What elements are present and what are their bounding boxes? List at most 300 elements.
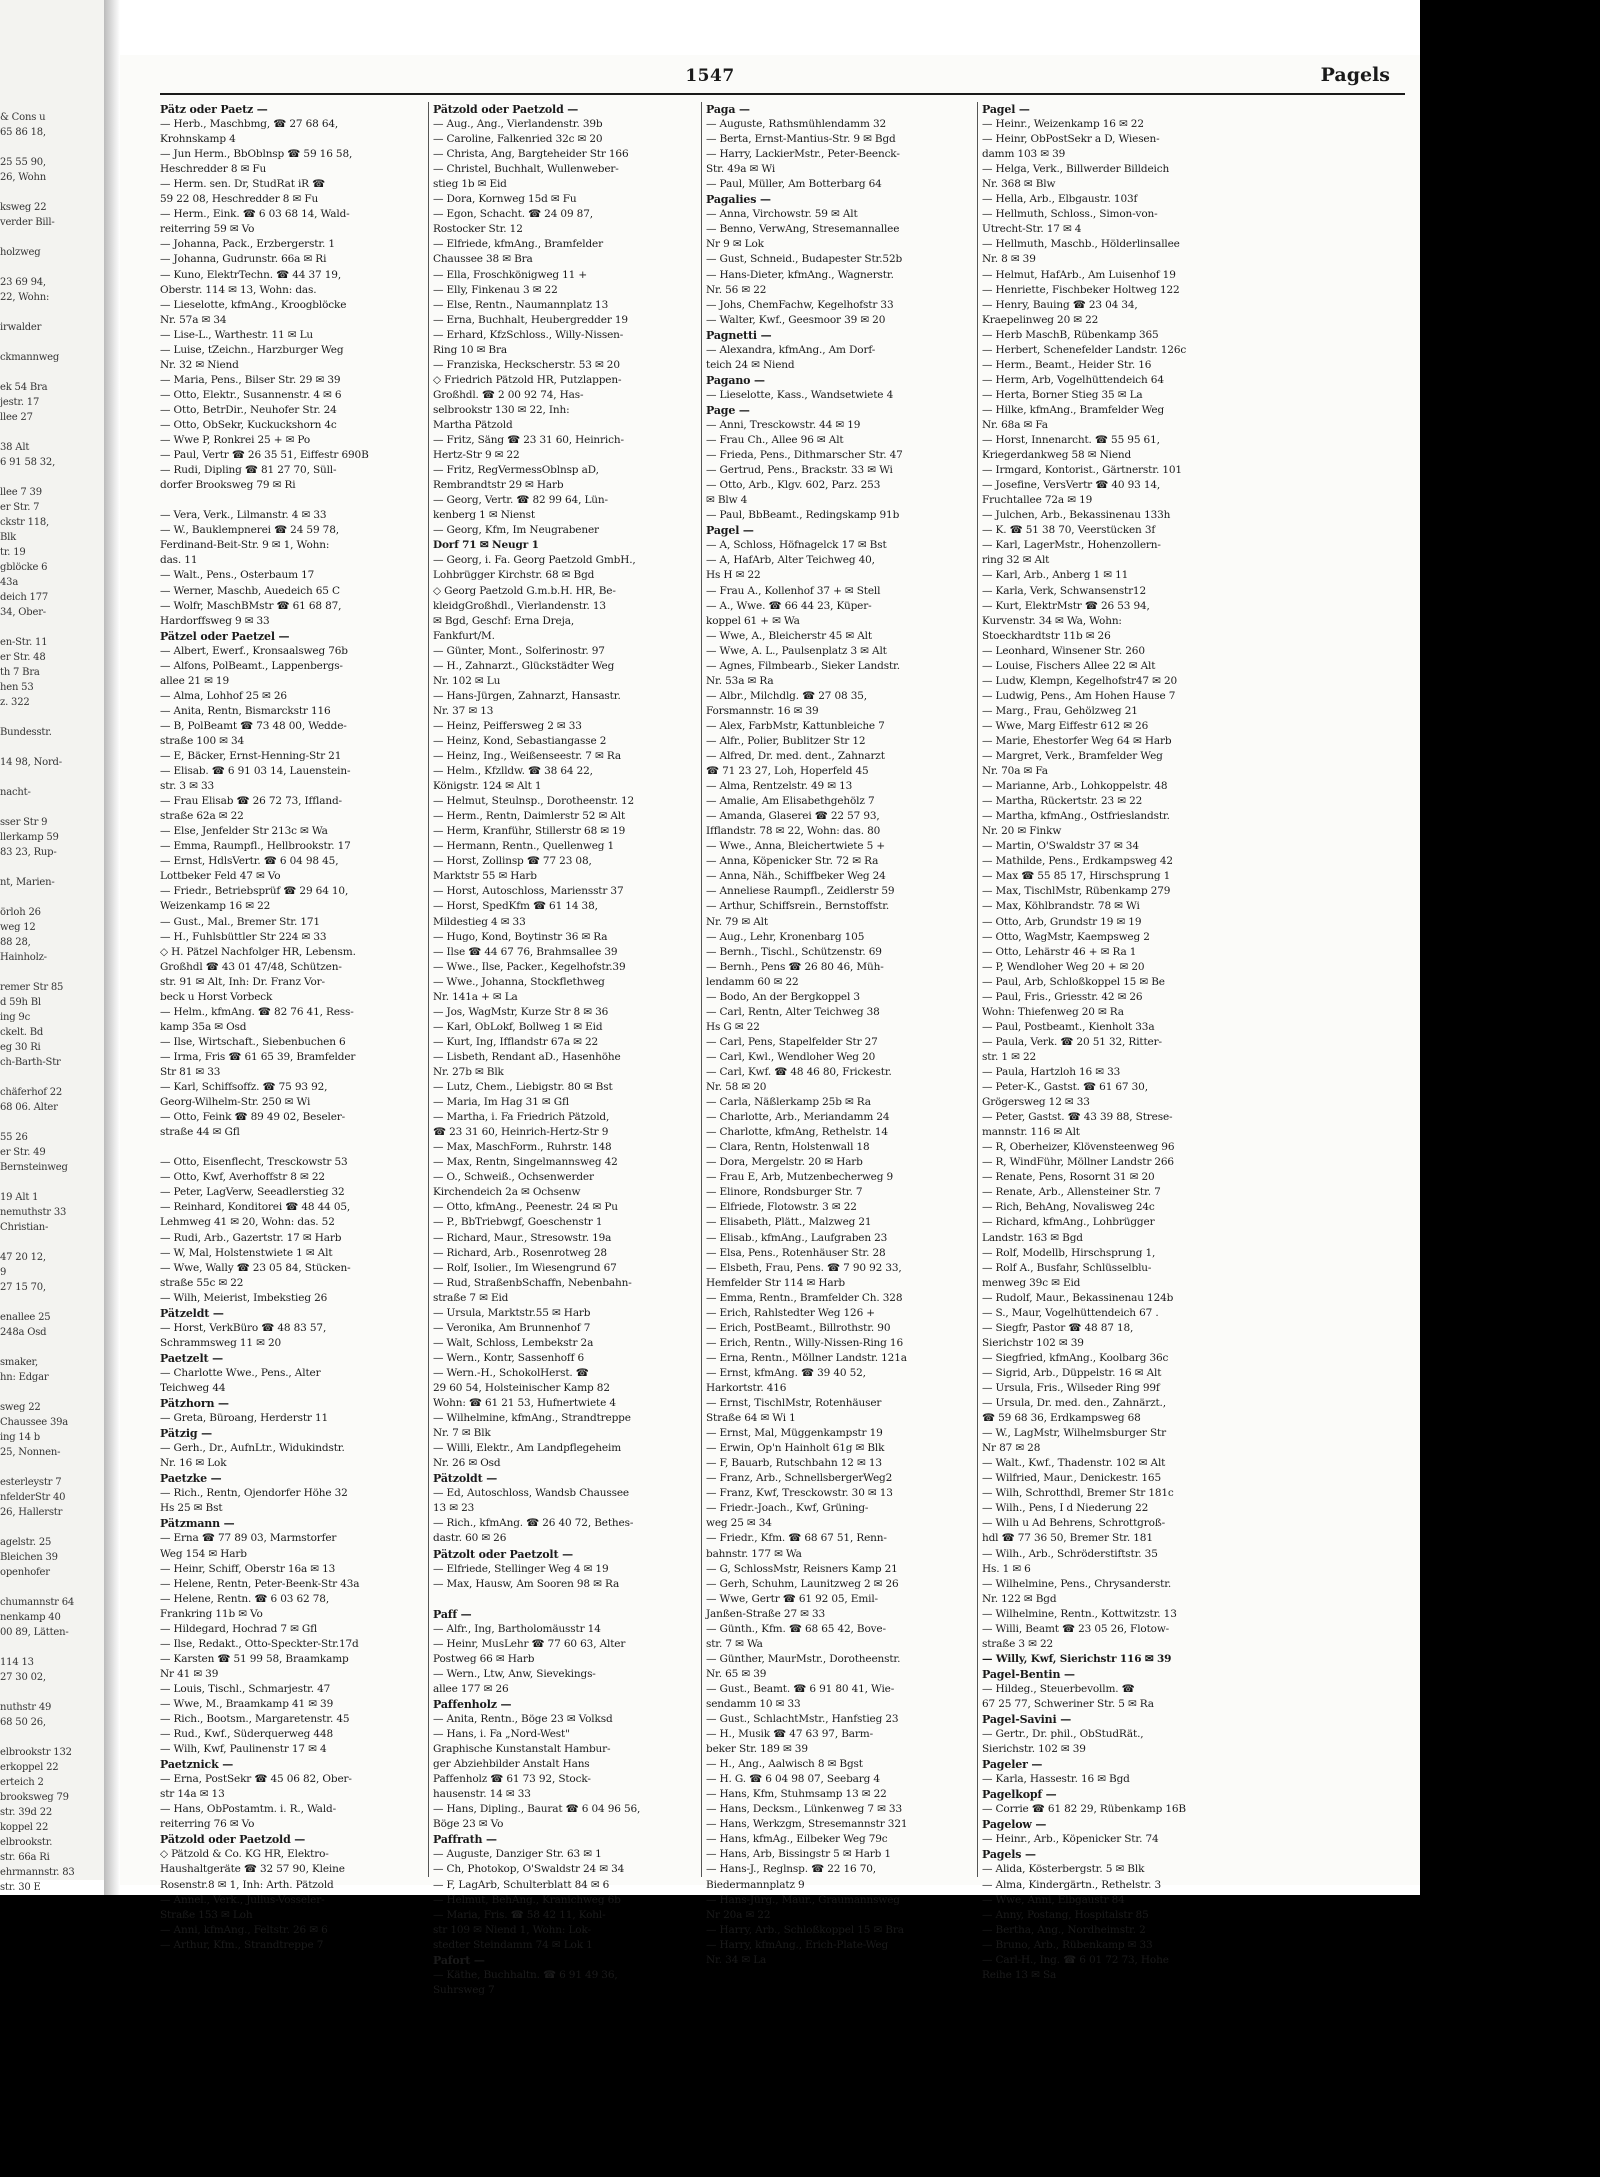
- directory-entry-line: Krohnskamp 4: [160, 133, 236, 146]
- directory-entry-line: — Maria, Pens., Bilser Str. 29 ✉ 39: [160, 373, 341, 386]
- directory-entry-line: Großhdl ☎ 43 01 47/48, Schützen-: [160, 960, 342, 973]
- facing-page-line: esterleystr 7: [0, 1477, 62, 1488]
- directory-entry-line: Nr. 8 ✉ 39: [982, 253, 1036, 266]
- directory-entry-line: ✉ Bgd, Geschf: Erna Dreja,: [433, 614, 575, 627]
- directory-entry-line: — Ilse ☎ 44 67 76, Brahmsallee 39: [433, 945, 618, 958]
- surname-heading: Paffrath —: [433, 1833, 497, 1847]
- directory-entry-line: Kraepelinweg 20 ✉ 22: [982, 313, 1099, 326]
- directory-entry-line: — Rolf A., Busfahr, Schlüsselblu-: [982, 1261, 1152, 1274]
- facing-page-line: ckelt. Bd: [0, 1027, 44, 1038]
- surname-heading: Pagel —: [982, 103, 1030, 116]
- directory-entry-line: — Auguste, Rathsmühlendamm 32: [706, 118, 887, 131]
- directory-entry-line: — Bruno, Arb., Rübenkamp ✉ 33: [982, 1938, 1153, 1951]
- directory-entry-line: — Erna, PostSekr ☎ 45 06 82, Ober-: [160, 1773, 352, 1786]
- directory-entry-line: — Rolf, Modellb, Hirschsprung 1,: [982, 1246, 1156, 1259]
- facing-page-line: 88 28,: [0, 937, 31, 948]
- directory-entry-line: — Ernst, HdlsVertr. ☎ 6 04 98 45,: [160, 855, 339, 868]
- directory-entry-line: — Hildeg., Steuerbevollm. ☎: [982, 1682, 1135, 1695]
- directory-entry-line: — Jos, WagMstr, Kurze Str 8 ✉ 36: [433, 1005, 609, 1018]
- facing-page-line: smaker,: [0, 1357, 39, 1368]
- directory-entry-line: — Alexandra, kfmAng., Am Dorf-: [706, 343, 876, 356]
- directory-entry-line: — Siegfr, Pastor ☎ 48 87 18,: [982, 1321, 1134, 1334]
- running-head: Pagels: [1320, 64, 1390, 86]
- directory-entry-line: — Hellmuth, Schloss., Simon-von-: [982, 208, 1158, 221]
- directory-entry-line: — Willy, Kwf, Sierichstr 116 ✉ 39: [982, 1652, 1172, 1665]
- directory-entry-line: — Horst, Innenarcht. ☎ 55 95 61,: [982, 434, 1160, 447]
- directory-entry-line: — Elisab. ☎ 6 91 03 14, Lauenstein-: [160, 765, 351, 778]
- directory-entry-line: — H., Zahnarzt., Glückstädter Weg: [433, 659, 615, 672]
- directory-entry-line: — Georg, Vertr. ☎ 82 99 64, Lün-: [433, 494, 608, 507]
- directory-entry-line: — Sigrid, Arb., Düppelstr. 16 ✉ Alt: [982, 1366, 1162, 1379]
- directory-column-1: [160, 102, 422, 1951]
- directory-entry-line: — Louis, Tischl., Schmarjestr. 47: [160, 1682, 331, 1695]
- facing-page-line: 19 Alt 1: [0, 1192, 39, 1203]
- facing-page-line: [0, 1115, 110, 1130]
- directory-entry-line: — R, Oberheizer, Klövensteenweg 96: [982, 1141, 1175, 1154]
- directory-entry-line: — Erwin, Op'n Hainholt 61g ✉ Blk: [706, 1442, 885, 1455]
- facing-page-line: ksweg 22: [0, 202, 47, 213]
- facing-page-line: [0, 470, 110, 485]
- directory-entry-line: — Bertha, Ang., Nordheimstr. 2: [982, 1923, 1146, 1936]
- facing-page-line: str. 66a Ri: [0, 1852, 50, 1863]
- directory-entry-line: — Alfr., Polier, Bublitzer Str 12: [706, 734, 866, 747]
- directory-entry-line: — Herm., Rentn, Daimlerstr 52 ✉ Alt: [433, 810, 626, 823]
- directory-entry-line: — Anita, Rentn., Böge 23 ✉ Volksd: [433, 1713, 613, 1726]
- facing-page-line: 6 91 58 32,: [0, 457, 56, 468]
- surname-heading: Pagelow —: [982, 1818, 1047, 1832]
- directory-entry-line: Ferdinand-Beit-Str. 9 ✉ 1, Wohn:: [160, 539, 330, 552]
- directory-entry-line: — Paula, Hartzloh 16 ✉ 33: [982, 1066, 1121, 1078]
- surname-heading: Pafort —: [433, 1953, 485, 1967]
- directory-entry-line: Lehmweg 41 ✉ 20, Wohn: das. 52: [160, 1216, 335, 1229]
- directory-entry-line: lendamm 60 ✉ 22: [706, 975, 799, 988]
- directory-entry-line: — Ed, Autoschloss, Wandsb Chaussee: [433, 1487, 629, 1500]
- directory-entry-line: — Josefine, VersVertr ☎ 40 93 14,: [982, 479, 1161, 492]
- directory-column-4: [982, 102, 1250, 1981]
- directory-entry-line: — Gust, Schneid., Budapester Str.52b: [706, 253, 903, 266]
- directory-entry-line: — Elfriede, Stellinger Weg 4 ✉ 19: [433, 1562, 609, 1575]
- directory-entry-line: — Hans-Jürgen, Zahnarzt, Hansastr.: [433, 689, 621, 702]
- directory-entry-line: — Kurt, ElektrMstr ☎ 26 53 94,: [982, 599, 1150, 612]
- directory-entry-line: koppel 61 + ✉ Wa: [706, 614, 800, 627]
- directory-entry-line: Nr 87 ✉ 28: [982, 1442, 1041, 1455]
- directory-entry-line: str. 1 ✉ 22: [982, 1050, 1037, 1063]
- surname-heading: Pätzeldt —: [160, 1306, 224, 1320]
- facing-page-line: [0, 1295, 110, 1310]
- directory-entry-line: — Rich., Rentn, Ojendorfer Höhe 32: [160, 1487, 348, 1500]
- directory-entry-line: — Alida, Kösterbergstr. 5 ✉ Blk: [982, 1863, 1145, 1876]
- directory-entry-line: — Alfons, PolBeamt., Lappenbergs-: [160, 659, 343, 672]
- surname-heading: Pagel —: [706, 524, 754, 538]
- directory-entry-line: mannstr. 116 ✉ Alt: [982, 1126, 1080, 1139]
- directory-entry-line: — Anneliese Raumpfl., Zeidlerstr 59: [706, 885, 895, 898]
- directory-entry-line: — Henriette, Fischbeker Holtweg 122: [982, 283, 1180, 296]
- directory-entry-line: straße 7 ✉ Eid: [433, 1291, 509, 1304]
- facing-page-line: [0, 860, 110, 875]
- directory-entry-line: — Corrie ☎ 61 82 29, Rübenkamp 16B: [982, 1803, 1186, 1816]
- directory-entry-line: Stoeckhardtstr 11b ✉ 26: [982, 629, 1111, 642]
- directory-entry-line: — Anita, Rentn, Bismarckstr 116: [160, 704, 331, 717]
- directory-entry-line: — Rudi, Dipling ☎ 81 27 70, Süll-: [160, 464, 337, 477]
- directory-entry-line: Nr. 34 ✉ La: [706, 1953, 767, 1966]
- directory-entry-line: Forsmannstr. 16 ✉ 39: [706, 704, 819, 717]
- directory-entry-line: — S., Maur, Vogelhüttendeich 67 .: [982, 1306, 1159, 1319]
- directory-entry-line: — Elfriede, kfmAng., Bramfelder: [433, 238, 603, 251]
- directory-entry-line: — Karl, Arb., Anberg 1 ✉ 11: [982, 569, 1129, 582]
- directory-entry-line: 13 ✉ 23: [433, 1502, 475, 1515]
- directory-entry-line: Nr. 26 ✉ Osd: [433, 1457, 501, 1470]
- facing-page-line: sser Str 9: [0, 817, 48, 828]
- facing-page-line: 25, Nonnen-: [0, 1447, 61, 1458]
- facing-page-line: erkoppel 22: [0, 1762, 59, 1773]
- directory-entry-line: — Max, MaschForm., Ruhrstr. 148: [433, 1141, 612, 1154]
- directory-entry-line: 59 22 08, Heschredder 8 ✉ Fu: [160, 193, 319, 206]
- facing-page-line: nuthstr 49: [0, 1702, 52, 1713]
- header-rule: [160, 93, 1405, 95]
- directory-entry-line: — Ernst, kfmAng. ☎ 39 40 52,: [706, 1366, 866, 1379]
- directory-entry-line: — Otto, Kwf, Averhoffstr 8 ✉ 22: [160, 1171, 325, 1184]
- directory-entry-line: — Irma, Fris ☎ 61 65 39, Bramfelder: [160, 1050, 356, 1063]
- directory-entry-line: hausenstr. 14 ✉ 33: [433, 1788, 531, 1801]
- facing-page-line: Chaussee 39a: [0, 1417, 69, 1428]
- directory-entry-line: — Caroline, Falkenried 32c ✉ 20: [433, 133, 603, 146]
- directory-entry-line: — Wwe, Anni, Elbgaustr 84: [982, 1893, 1125, 1906]
- directory-entry-line: — Renate, Arb., Allensteiner Str. 7: [982, 1186, 1161, 1199]
- directory-entry-line: ◇ Georg Paetzold G.m.b.H. HR, Be-: [433, 584, 616, 597]
- directory-entry-line: — Rudi, Arb., Gazertstr. 17 ✉ Harb: [160, 1231, 342, 1244]
- directory-entry-line: — W., LagMstr, Wilhelmsburger Str: [982, 1427, 1166, 1440]
- directory-entry-line: Hemfelder Str 114 ✉ Harb: [706, 1276, 845, 1289]
- facing-page-line: Bundesstr.: [0, 727, 52, 738]
- directory-entry-line: ger Abziehbilder Anstalt Hans: [433, 1758, 590, 1771]
- facing-page-line: ek 54 Bra: [0, 382, 48, 393]
- directory-entry-line: — Erich, Rentn., Willy-Nissen-Ring 16: [706, 1336, 903, 1349]
- directory-entry-line: reiterring 76 ✉ Vo: [160, 1818, 255, 1831]
- directory-entry-line: Reihe 13 ✉ Sa: [982, 1968, 1057, 1981]
- directory-entry-line: — Wwe, A., Bleicherstr 45 ✉ Alt: [706, 629, 872, 642]
- directory-entry-line: — Gust., Beamt. ☎ 6 91 80 41, Wie-: [706, 1682, 895, 1695]
- directory-entry-line: Georg-Wilhelm-Str. 250 ✉ Wi: [160, 1096, 311, 1109]
- directory-entry-line: — E, Bäcker, Ernst-Henning-Str 21: [160, 750, 342, 763]
- directory-entry-line: — Alex, FarbMstr, Kattunbleiche 7: [706, 719, 885, 732]
- directory-entry-line: Nr. 65 ✉ 39: [706, 1667, 767, 1680]
- facing-page-line: [0, 140, 110, 155]
- facing-page-line: elbrookstr.: [0, 1837, 53, 1848]
- facing-page-line: 43a: [0, 577, 19, 588]
- directory-entry-line: — Lieselotte, kfmAng., Kroogblöcke: [160, 298, 347, 311]
- facing-page-line: 248a Osd: [0, 1327, 47, 1338]
- directory-entry-line: — Wwe, Gertr ☎ 61 92 05, Emil-: [706, 1592, 878, 1605]
- directory-entry-line: Böge 23 ✉ Vo: [433, 1818, 504, 1831]
- directory-entry-line: — Hans, Dipling., Baurat ☎ 6 04 96 56,: [433, 1803, 641, 1816]
- directory-entry-line: — H. G. ☎ 6 04 98 07, Seebarg 4: [706, 1773, 880, 1786]
- facing-page-line: en-Str. 11: [0, 637, 48, 648]
- directory-entry-line: — Anni, kfmAng., Feltstr. 26 ✉ 6: [160, 1923, 328, 1936]
- directory-entry-line: — Charlotte, kfmAng, Rethelstr. 14: [706, 1126, 888, 1139]
- directory-entry-line: — Ernst, Mal, Müggenkampstr 19: [706, 1427, 883, 1440]
- directory-entry-line: — Franz, Arb., SchnellsbergerWeg2: [706, 1472, 893, 1485]
- directory-entry-line: — Marianne, Arb., Lohkoppelstr. 48: [982, 780, 1168, 793]
- directory-entry-line: — Charlotte Wwe., Pens., Alter: [160, 1366, 321, 1379]
- directory-entry-line: Königstr. 124 ✉ Alt 1: [433, 780, 542, 793]
- directory-entry-line: Nr. 27b ✉ Blk: [433, 1066, 504, 1078]
- directory-entry-line: Hs G ✉ 22: [706, 1020, 760, 1033]
- facing-page-line: [0, 425, 110, 440]
- directory-entry-line: — Wilh, Schrotthdl, Bremer Str 181c: [982, 1487, 1174, 1500]
- directory-entry-line: — Otto, Eisenflecht, Tresckowstr 53: [160, 1156, 348, 1169]
- directory-entry-line: — Heinr., Arb., Köpenicker Str. 74: [982, 1833, 1159, 1846]
- directory-entry-line: — Wilfried, Maur., Denickestr. 165: [982, 1472, 1161, 1485]
- directory-entry-line: — Else, Rentn., Naumannplatz 13: [433, 298, 609, 311]
- directory-entry-line: Rostocker Str. 12: [433, 223, 523, 236]
- directory-entry-line: Str. 49a ✉ Wi: [706, 163, 776, 176]
- directory-entry-line: Heschredder 8 ✉ Fu: [160, 163, 267, 176]
- directory-entry-line: — Paul, Vertr ☎ 26 35 51, Eiffestr 690B: [160, 449, 369, 462]
- directory-entry-line: — H., Musik ☎ 47 63 97, Barm-: [706, 1728, 873, 1741]
- surname-heading: Pageler —: [982, 1758, 1043, 1772]
- directory-entry-line: — Lieselotte, Kass., Wandsetwiete 4: [706, 388, 894, 401]
- directory-entry-line: Dorf 71 ✉ Neugr 1: [433, 539, 539, 552]
- facing-page-line: d 59h Bl: [0, 997, 41, 1008]
- directory-entry-line: stedter Steindamm 74 ✉ Lok 1: [433, 1938, 593, 1951]
- directory-entry-line: — Aug., Ang., Vierlandenstr. 39b: [433, 118, 603, 131]
- surname-heading: Pätzold oder Paetzold —: [433, 103, 579, 116]
- facing-page-line: [0, 1730, 110, 1745]
- facing-page-line: [0, 1385, 110, 1400]
- facing-page-line: chumannstr 64: [0, 1597, 75, 1608]
- facing-page-line: z. 322: [0, 697, 30, 708]
- directory-entry-line: Lottbeker Feld 47 ✉ Vo: [160, 870, 281, 883]
- directory-entry-line: — Max, Köhlbrandstr. 78 ✉ Wi: [982, 900, 1140, 913]
- facing-page-line: elbrookstr 132: [0, 1747, 72, 1758]
- directory-entry-line: — Carl, Pens, Stapelfelder Str 27: [706, 1035, 878, 1048]
- surname-heading: Pätz oder Paetz —: [160, 103, 268, 116]
- facing-page-line: ckstr 118,: [0, 517, 50, 528]
- directory-entry-line: — B, PolBeamt ☎ 73 48 00, Wedde-: [160, 719, 347, 732]
- facing-page-line: ing 14 b: [0, 1432, 40, 1443]
- facing-page-line: hen 53: [0, 682, 34, 693]
- directory-entry-line: Marktstr 55 ✉ Harb: [433, 870, 537, 883]
- directory-entry-line: Janßen-Straße 27 ✉ 33: [706, 1607, 826, 1620]
- surname-heading: Paffenholz —: [433, 1697, 512, 1711]
- directory-entry-line: Hertz-Str 9 ✉ 22: [433, 449, 520, 462]
- facing-page-line: Bernsteinweg: [0, 1162, 68, 1173]
- facing-page-line: [0, 1340, 110, 1355]
- facing-page-line: örloh 26: [0, 907, 41, 918]
- directory-entry-line: — Harry, LackierMstr., Peter-Beenck-: [706, 148, 900, 161]
- directory-entry-line: — Gerh., Dr., AufnLtr., Widukindstr.: [160, 1442, 345, 1455]
- directory-entry-line: — Elsbeth, Frau, Pens. ☎ 7 90 92 33,: [706, 1261, 902, 1274]
- directory-entry-line: Landstr. 163 ✉ Bgd: [982, 1231, 1083, 1244]
- directory-entry-line: — Elisab., kfmAng., Laufgraben 23: [706, 1231, 888, 1244]
- directory-entry-line: — Rolf, Isolier., Im Wiesengrund 67: [433, 1261, 617, 1274]
- facing-page-line: 55 26: [0, 1132, 28, 1143]
- directory-entry-line: Weizenkamp 16 ✉ 22: [160, 900, 271, 913]
- directory-entry-line: — Amanda, Glaserei ☎ 22 57 93,: [706, 810, 880, 823]
- directory-entry-line: — Lisbeth, Rendant aD., Hasenhöhe: [433, 1050, 621, 1063]
- facing-page-line: 00 89, Lätten-: [0, 1627, 69, 1638]
- directory-entry-line: — Hans, ObPostamtm. i. R., Wald-: [160, 1803, 336, 1816]
- directory-entry-line: — Elfriede, Flotowstr. 3 ✉ 22: [706, 1201, 857, 1214]
- directory-entry-line: Martha Pätzold: [433, 418, 513, 431]
- directory-entry-line: — W, Mal, Holstenstwiete 1 ✉ Alt: [160, 1246, 333, 1259]
- directory-entry-line: — Otto, Arb, Grundstr 19 ✉ 19: [982, 915, 1142, 928]
- facing-page-line: Bleichen 39: [0, 1552, 58, 1563]
- directory-entry-line: — Willi, Elektr., Am Landpflegeheim: [433, 1442, 622, 1455]
- directory-entry-line: — H., Ang., Aalwisch 8 ✉ Bgst: [706, 1758, 863, 1771]
- directory-entry-line: ring 32 ✉ Alt: [982, 554, 1050, 567]
- directory-entry-line: — Bernh., Tischl., Schützenstr. 69: [706, 945, 882, 958]
- facing-page-line: th 7 Bra: [0, 667, 40, 678]
- directory-entry-line: — Wilh, Meierist, Imbekstieg 26: [160, 1291, 328, 1304]
- directory-entry-line: — Willi, Beamt ☎ 23 05 26, Flotow-: [982, 1622, 1170, 1635]
- directory-entry-line: Oberstr. 114 ✉ 13, Wohn: das.: [160, 283, 317, 296]
- directory-entry-line: — Hans, i. Fa „Nord-West": [433, 1728, 570, 1741]
- directory-entry-line: straße 62a ✉ 22: [160, 810, 244, 823]
- facing-page-line: ing 9c: [0, 1012, 30, 1023]
- facing-page-line: 22, Wohn:: [0, 292, 50, 303]
- directory-entry-line: Haushaltgeräte ☎ 32 57 90, Kleine: [160, 1863, 345, 1876]
- directory-entry-line: — Helene, Rentn, Peter-Beenk-Str 43a: [160, 1577, 360, 1590]
- facing-page-line: [0, 1685, 110, 1700]
- surname-heading: Pagel-Savini —: [982, 1713, 1072, 1727]
- directory-entry-line: — Reinhard, Konditorei ☎ 48 44 05,: [160, 1201, 351, 1214]
- directory-entry-line: reiterring 59 ✉ Vo: [160, 223, 255, 236]
- directory-entry-line: — Gerh, Schuhm, Launitzweg 2 ✉ 26: [706, 1577, 899, 1590]
- directory-entry-line: — Wwe, M., Braamkamp 41 ✉ 39: [160, 1697, 334, 1710]
- directory-entry-line: — Kurt, Ing, Ifflandstr 67a ✉ 22: [433, 1035, 599, 1048]
- directory-entry-line: — Horst, VerkBüro ☎ 48 83 57,: [160, 1321, 327, 1334]
- directory-entry-line: — Hellmuth, Maschb., Hölderlinsallee: [982, 238, 1180, 251]
- surname-heading: Paga —: [706, 103, 750, 116]
- directory-entry-line: — Wern.-H., SchokolHerst. ☎: [433, 1366, 589, 1379]
- directory-entry-line: 29 60 54, Holsteinischer Kamp 82: [433, 1381, 610, 1394]
- directory-entry-line: — Hans, Werkzgm, Stresemannstr 321: [706, 1818, 908, 1831]
- facing-page-line: [0, 1235, 110, 1250]
- facing-page-line: [0, 770, 110, 785]
- directory-entry-line: — Hella, Arb., Elbgaustr. 103f: [982, 193, 1138, 206]
- facing-page-line: er Str. 48: [0, 652, 46, 663]
- directory-entry-line: — Ernst, TischlMstr, Rotenhäuser: [706, 1397, 882, 1410]
- directory-entry-line: — Hilke, kfmAng., Bramfelder Weg: [982, 403, 1165, 416]
- facing-page-line: erteich 2: [0, 1777, 44, 1788]
- directory-entry-line: — Albr., Milchdlg. ☎ 27 08 35,: [706, 689, 867, 702]
- directory-entry-line: — Ludwig, Pens., Am Hohen Hause 7: [982, 689, 1176, 702]
- facing-page-text: [0, 110, 110, 1893]
- directory-entry-line: Biedermannplatz 9: [706, 1878, 805, 1891]
- directory-entry-line: — O., Schweiß., Ochsenwerder: [433, 1171, 594, 1184]
- directory-entry-line: — Carl, Kwf. ☎ 48 46 80, Frickestr.: [706, 1066, 892, 1078]
- directory-entry-line: — Emma, Raumpfl., Hellbrookstr. 17: [160, 840, 351, 853]
- directory-entry-line: — Peter-K., Gastst. ☎ 61 67 30,: [982, 1081, 1148, 1094]
- facing-page-line: gblöcke 6: [0, 562, 48, 573]
- directory-entry-line: — Friedr., Kfm. ☎ 68 67 51, Renn-: [706, 1532, 887, 1545]
- facing-page-line: 114 13: [0, 1657, 34, 1668]
- directory-entry-line: Sierichstr 102 ✉ 39: [982, 1336, 1084, 1349]
- directory-entry-line: str. 91 ✉ Alt, Inh: Dr. Franz Vor-: [160, 975, 325, 988]
- directory-entry-line: ◇ H. Pätzel Nachfolger HR, Lebensm.: [160, 945, 356, 958]
- page-number: 1547: [685, 66, 735, 86]
- directory-entry-line: Nr. 20 ✉ Finkw: [982, 825, 1062, 838]
- facing-page-line: llee 7 39: [0, 487, 42, 498]
- facing-page-line: [0, 890, 110, 905]
- directory-entry-line: — Wilh., Arb., Schröderstiftstr. 35: [982, 1547, 1158, 1560]
- directory-entry-line: beck u Horst Vorbeck: [160, 990, 273, 1003]
- directory-entry-line: — Hans, Decksm., Lünkenweg 7 ✉ 33: [706, 1803, 902, 1816]
- directory-entry-line: — Frau E, Arb, Mutzenbecherweg 9: [706, 1171, 894, 1184]
- directory-entry-line: — Mathilde, Pens., Erdkampsweg 42: [982, 855, 1173, 868]
- directory-entry-line: — Walt., Pens., Osterbaum 17: [160, 569, 315, 582]
- surname-heading: Paff —: [433, 1607, 472, 1621]
- directory-entry-line: — Heinr, ObPostSekr a D, Wiesen-: [982, 133, 1160, 146]
- directory-entry-line: ◇ Friedrich Pätzold HR, Putzlappen-: [433, 373, 622, 386]
- directory-entry-line: bahnstr. 177 ✉ Wa: [706, 1547, 802, 1560]
- directory-entry-line: — Karl, LagerMstr., Hohenzollern-: [982, 539, 1161, 552]
- directory-entry-line: — Paul, Müller, Am Botterbarg 64: [706, 178, 882, 191]
- directory-entry-line: Nr 9 ✉ Lok: [706, 238, 764, 251]
- directory-entry-line: — Herm, Arb, Vogelhüttendeich 64: [982, 373, 1164, 386]
- facing-page-line: sweg 22: [0, 1402, 41, 1413]
- directory-entry-line: — Otto, Feink ☎ 89 49 02, Beseler-: [160, 1111, 346, 1124]
- directory-entry-line: — Hans, Kfm, Stuhmsamp 13 ✉ 22: [706, 1788, 887, 1801]
- directory-entry-line: — Lise-L., Warthestr. 11 ✉ Lu: [160, 328, 314, 341]
- directory-entry-line: — Martha, i. Fa Friedrich Pätzold,: [433, 1111, 610, 1124]
- directory-entry-line: — H., Fuhlsbüttler Str 224 ✉ 33: [160, 930, 327, 943]
- directory-entry-line: — Wwe, Marg Eiffestr 612 ✉ 26: [982, 719, 1149, 732]
- directory-entry-line: — Heinz, Kond, Sebastiangasse 2: [433, 734, 607, 747]
- directory-entry-line: — Hildegard, Hochrad 7 ✉ Gfl: [160, 1622, 318, 1635]
- directory-entry-line: ✉ Blw 4: [706, 494, 748, 507]
- directory-entry-line: — Richard, Maur., Stresowstr. 19a: [433, 1231, 612, 1244]
- directory-entry-line: — Carl-H., Ing. ☎ 6 01 72 73, Hohe: [982, 1953, 1169, 1966]
- directory-entry-line: — Walter, Kwf., Geesmoor 39 ✉ 20: [706, 313, 886, 326]
- directory-entry-line: — Frieda, Pens., Dithmarscher Str. 47: [706, 449, 903, 462]
- directory-entry-line: Nr. 56 ✉ 22: [706, 283, 767, 296]
- directory-entry-line: — Frau A., Kollenhof 37 + ✉ Stell: [706, 584, 881, 597]
- facing-page-line: koppel 22: [0, 1822, 49, 1833]
- directory-entry-line: — Walt, Schloss, Lembekstr 2a: [433, 1336, 594, 1349]
- directory-entry-line: Straße 64 ✉ Wi 1: [706, 1412, 796, 1425]
- facing-page-line: 26, Hallerstr: [0, 1507, 63, 1518]
- directory-entry-line: — Christa, Ang, Bargteheider Str 166: [433, 148, 629, 161]
- facing-page-line: [0, 740, 110, 755]
- facing-page-line: 9: [0, 1267, 7, 1278]
- directory-entry-line: — Harry, Arb., Schloßkoppel 15 ✉ Bra: [706, 1923, 904, 1936]
- directory-entry-line: Nr. 7 ✉ Blk: [433, 1427, 491, 1440]
- directory-entry-line: Nr. 102 ✉ Lu: [433, 674, 501, 687]
- directory-entry-line: — Hans, kfmAg., Eilbeker Weg 79c: [706, 1833, 888, 1846]
- facing-page-line: nt, Marien-: [0, 877, 55, 888]
- directory-entry-line: — Max ☎ 55 85 17, Hirschsprung 1: [982, 870, 1171, 883]
- facing-page-line: 27 30 02,: [0, 1672, 46, 1683]
- directory-entry-line: — Richard, Arb., Rosenrotweg 28: [433, 1246, 607, 1259]
- directory-entry-line: — Helmut, HafArb., Am Luisenhof 19: [982, 268, 1176, 281]
- facing-page-line: agelstr. 25: [0, 1537, 52, 1548]
- directory-entry-line: kenberg 1 ✉ Nienst: [433, 509, 535, 522]
- directory-entry-line: Ring 10 ✉ Bra: [433, 343, 507, 356]
- directory-entry-line: — Wwe., Johanna, Stockflethweg: [433, 975, 605, 988]
- directory-entry-line: — Erhard, KfzSchloss., Willy-Nissen-: [433, 328, 624, 341]
- directory-entry-line: — Walt., Kwf., Thadenstr. 102 ✉ Alt: [982, 1457, 1166, 1470]
- directory-entry-line: — Heinr., Weizenkamp 16 ✉ 22: [982, 118, 1144, 131]
- directory-entry-line: — Paul, Fris., Griesstr. 42 ✉ 26: [982, 990, 1143, 1003]
- directory-entry-line: — Julchen, Arb., Bekassinenau 133h: [982, 509, 1171, 522]
- directory-entry-line: — Bernh., Pens ☎ 26 80 46, Müh-: [706, 960, 884, 973]
- directory-entry-line: Wohn: Thiefenweg 20 ✉ Ra: [982, 1005, 1124, 1018]
- directory-entry-line: str. 7 ✉ Wa: [706, 1637, 763, 1650]
- directory-entry-line: Nr. 16 ✉ Lok: [160, 1457, 227, 1470]
- directory-entry-line: — Rich., kfmAng. ☎ 26 40 72, Bethes-: [433, 1517, 634, 1530]
